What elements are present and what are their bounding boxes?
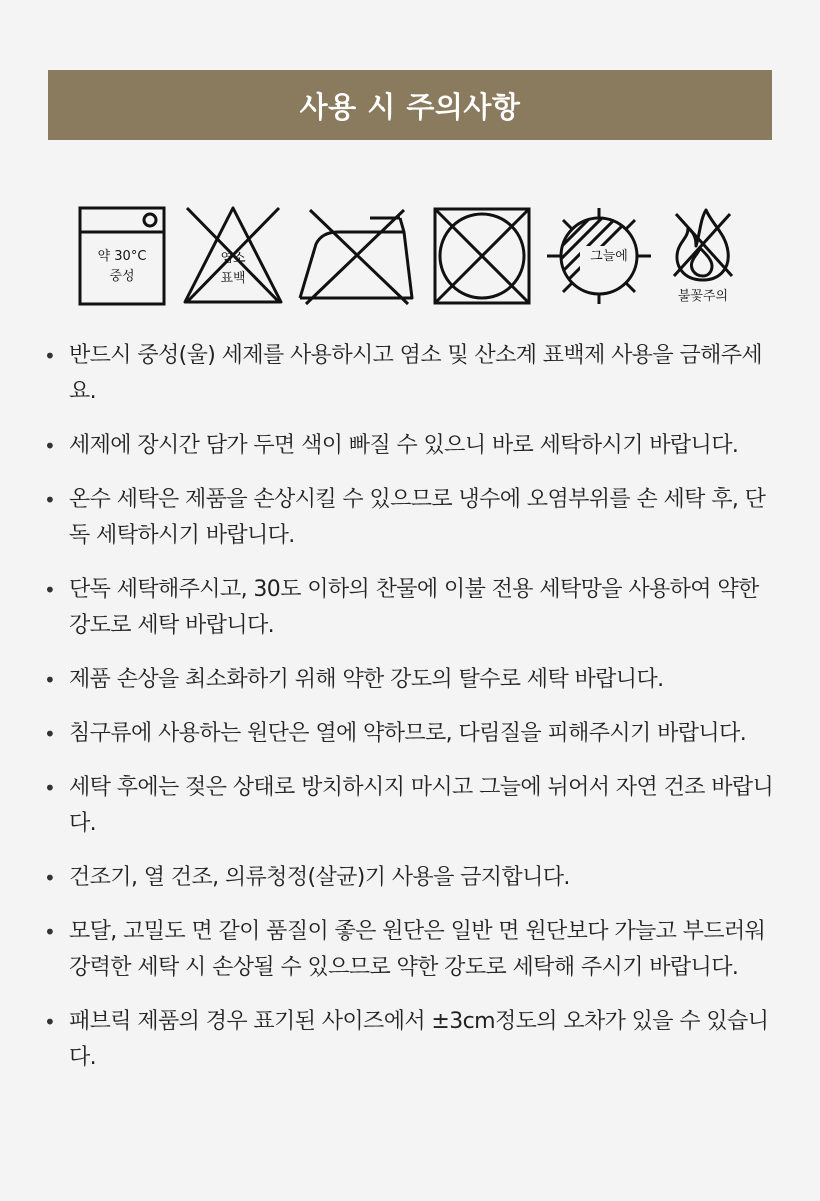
bullet: • — [44, 434, 56, 458]
bullet: • — [44, 488, 56, 512]
bullet: • — [44, 920, 56, 944]
header-banner — [48, 70, 772, 140]
list-item: • 제품 손상을 최소화하기 위해 약한 강도의 탈수로 세탁 바랍니다. — [44, 662, 784, 698]
bullet: • — [44, 866, 56, 890]
list-item: • 반드시 중성(울) 세제를 사용하시고 염소 및 산소계 표백제 사용을 금해주세요. — [44, 338, 784, 410]
flame-caution-label: 불꽃주의 — [677, 289, 729, 304]
shade-dry-icon — [544, 204, 654, 308]
flame-caution-icon — [666, 204, 740, 312]
caution-list — [44, 338, 784, 1094]
bullet: • — [44, 578, 56, 602]
no-iron-icon — [296, 204, 418, 308]
list-item: • 세제에 장시간 담가 두면 색이 빠질 수 있으니 바로 세탁하시기 바랍니다. — [44, 428, 784, 464]
wash-30c-icon — [78, 204, 166, 308]
wash-temperature-label: 약 30°C — [97, 249, 147, 264]
list-item: • 건조기, 열 건조, 의류청정(살균)기 사용을 금지합니다. — [44, 860, 784, 896]
no-bleach-icon — [182, 204, 284, 308]
list-item: • 패브릭 제품의 경우 표기된 사이즈에서 ±3cm정도의 오차가 있을 수 있습니다. — [44, 1004, 784, 1076]
list-item: • 온수 세탁은 제품을 손상시킬 수 있으므로 냉수에 오염부위를 손 세탁 후, 단독 세탁하시기 바랍니다. — [44, 482, 784, 554]
no-tumble-dry-icon — [432, 204, 532, 308]
bullet: • — [44, 344, 56, 368]
bullet: • — [44, 722, 56, 746]
bullet: • — [44, 668, 56, 692]
list-item: • 단독 세탁해주시고, 30도 이하의 찬물에 이불 전용 세탁망을 사용하여 약한 강도로 세탁 바랍니다. — [44, 572, 784, 644]
bleach-label-line1: 염소 — [220, 251, 246, 266]
page-title: 사용 시 주의사항 — [299, 89, 521, 124]
list-item: • 모달, 고밀도 면 같이 품질이 좋은 원단은 일반 면 원단보다 가늘고 부드러워 강력한 세탁 시 손상될 수 있으므로 약한 강도로 세탁해 주시기 바랍니다. — [44, 914, 784, 986]
wash-detergent-label: 중성 — [109, 269, 135, 284]
list-item: • 세탁 후에는 젖은 상태로 방치하시지 마시고 그늘에 뉘어서 자연 건조 바랍니다. — [44, 770, 784, 842]
bullet: • — [44, 1010, 56, 1034]
list-item: • 침구류에 사용하는 원단은 열에 약하므로, 다림질을 피해주시기 바랍니다. — [44, 716, 784, 752]
bullet: • — [44, 776, 56, 800]
shade-dry-label: 그늘에 — [590, 249, 628, 264]
bleach-label-line2: 표백 — [220, 271, 246, 286]
care-icons-row — [0, 200, 820, 315]
